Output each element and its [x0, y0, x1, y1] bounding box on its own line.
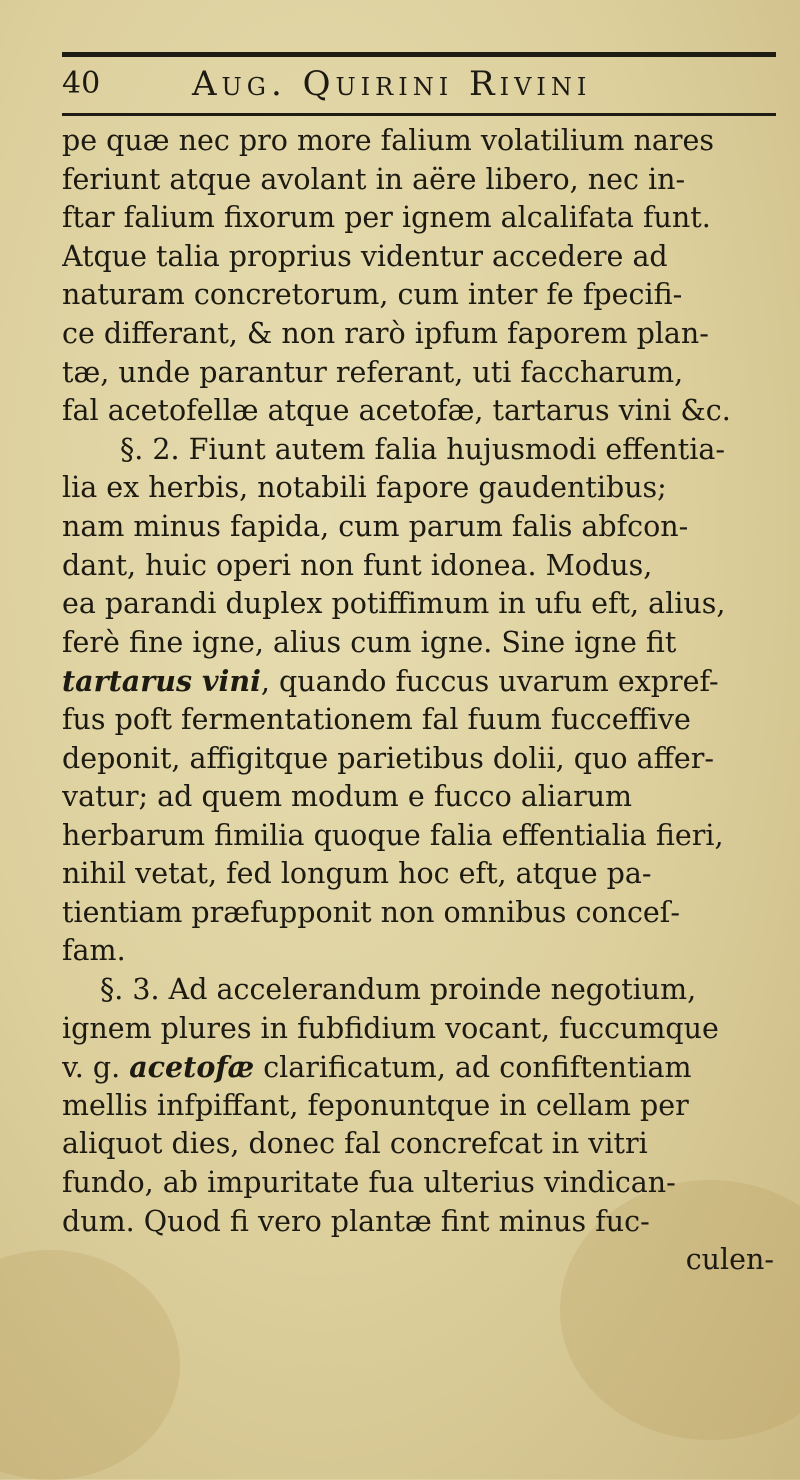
text-line: ftar falium fixorum per ignem alcalifata funt.: [62, 201, 711, 235]
text-line-rest: clarificatum, ad confiftentiam: [254, 1051, 692, 1085]
page-header: [62, 62, 776, 106]
section-2-start: §. 2. Fiunt autem falia hujusmodi effentia-: [120, 432, 725, 466]
text-line: tæ, unde parantur referant, uti faccharum,: [62, 355, 684, 389]
text-line: naturam concretorum, cum inter fe fpecifi-: [62, 278, 683, 312]
page-number: 40: [62, 66, 101, 101]
text-line: fal acetofellæ atque acetofæ, tartarus vini &c.: [62, 394, 731, 428]
text-line: dant, huic operi non funt idonea. Modus,: [62, 548, 653, 582]
text-line: nihil vetat, fed longum hoc eft, atque pa-: [62, 857, 652, 891]
text-line: ferè fine igne, alius cum igne. Sine igne fit: [62, 625, 677, 659]
text-line-with-italic: [62, 1048, 774, 1087]
text-body: [62, 122, 774, 1280]
text-line: feriunt atque avolant in aëre libero, nec in-: [62, 162, 686, 196]
italic-term: tartarus vini: [62, 664, 261, 699]
text-line: Atque talia proprius videntur accedere ad: [62, 239, 668, 273]
running-head: Aug. Quirini Rivini: [192, 64, 592, 104]
text-line: dum. Quod fi vero plantæ fint minus fuc-: [62, 1204, 650, 1238]
text-line: fam.: [62, 934, 126, 968]
text-line: ignem plures in fubfidium vocant, fuccumque: [62, 1011, 719, 1045]
text-line: tientiam præfupponit non omnibus conceſ-: [62, 895, 680, 929]
text-line: ce differant, & non rarò ipfum faporem plan-: [62, 316, 709, 350]
text-line: pe quæ nec pro more falium volatilium nares: [62, 124, 714, 157]
text-line-rest: , quando fuccus uvarum expref-: [260, 665, 719, 699]
catchword: culen-: [685, 1243, 774, 1277]
text-line: deponit, affigitque parietibus dolii, quo affer-: [62, 741, 714, 775]
text-line: herbarum fimilia quoque falia effentialia fieri,: [62, 818, 724, 852]
text-line: nam minus fapida, cum parum falis abfcon-: [62, 509, 689, 543]
text-line: lia ex herbis, notabili fapore gaudentibus;: [62, 471, 667, 505]
section-3-start: §. 3. Ad accelerandum proinde negotium,: [100, 973, 697, 1007]
text-line-lead: v. g.: [62, 1051, 130, 1085]
header-rule-top: [62, 52, 776, 57]
text-line: fundo, ab impuritate fua ulterius vindican-: [62, 1166, 676, 1200]
text-line-italic-start: [62, 662, 774, 701]
text-line: fus poft fermentationem fal fuum fucceffive: [62, 702, 691, 736]
text-line: mellis infpiffant, feponuntque in cellam per: [62, 1088, 689, 1122]
text-line: vatur; ad quem modum e fucco aliarum: [62, 780, 633, 814]
header-rule-bottom: [62, 113, 776, 116]
text-line: ea parandi duplex potiffimum in ufu eft, alius,: [62, 587, 726, 621]
italic-term: acetofæ: [129, 1050, 255, 1085]
text-line: aliquot dies, donec fal concrefcat in vitri: [62, 1127, 648, 1161]
